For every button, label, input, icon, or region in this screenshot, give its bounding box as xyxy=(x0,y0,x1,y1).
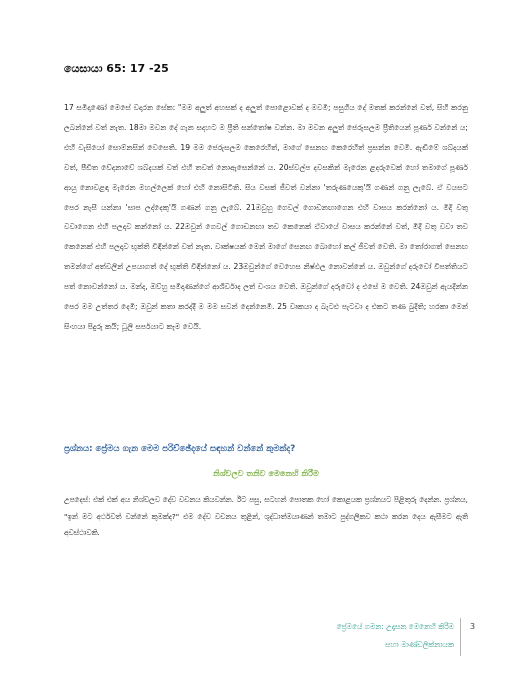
footer-title: ප්‍රේමයේ ගමන: උදෑසන මෙනෙහි කිරීම xyxy=(336,622,454,631)
scripture-reference: යෙසායා 65: 17 -25 xyxy=(64,62,169,75)
page-number: 3 xyxy=(470,622,476,631)
instructions-paragraph: උපදෙස්: එක් එක් අය නිශ්චලව දේව වචනය කියවන්න. ඊට පසු, සටහන් පොතක හෝ කොළයක ප්‍රශ්නයට පිළිතුරු දෙන්න. ප්‍රශ්නය, "ඉන් මට අර්ථවත් වන්නේ කුමක්ද?" එම දේව වචනය තුළින්, ශුද්ධාත්මයාණන් තමාට පුද්ගලිකව කථා කරන දෙය ඇසීමට ඇති අවස්ථාවකි. xyxy=(64,495,468,538)
scripture-passage: 17 සමිදාණෝ මෙසේ වදාරන සේක: "මම අලුත් අහසක් ද අලුත් පොළොවක් ද මවමි; පසුගිය දේ මතක් කරන්නේ වත්, සිහි කරනු ලබන්නේ වත් නැත. 18මා මවන දේ ගැන සදහට ම ප්‍රීති සන්තෝෂ වන්න. මා මවන අලුත් ජෙරුසලම ප්‍රීතියෙන් පූර්ණ වන්නේ ය; එහි වැසියෝ සොම්නසින් වෙසෙති. 19 මම ජෙරුසලම කෙරෙහිත්, මාගේ සෙනඟ කෙරෙහිත් ප්‍රසන්න වෙමි. ඇඬීමේ ශබ්දයක් වත්, පීඩිත වේදනාවේ ශබ්දයක් වත් එහි තවත් නොඇසෙන්නේ ය. 20ස්වල්ප දවසකින් මැරෙන ළදරුවෙක් හෝ තමාගේ පූර්ණ ආයු නොවළඳා මැරෙන මහල්ලෙක් හෝ එහි නොසිටිති. සිය වසක් ජීවත් වන්නා 'තරුණයෙකු'යි ගණන් ගනු ලැබේ. ඒ වයසට පෙර නැසී යන්නා 'සාප ලද්දෙකු'යි ගණන් ගනු ලැබේ. 21ඔවුහු ගෙවල් ගොඩනඟාගෙන එහි වාසය කරන්නෝ ය. මිදි වතු වවාගෙන එහි පලදාව කන්නෝ ය. 22ඔවුන් ගෙවල් ගොඩනඟා තව කෙනෙක් ඒවායේ වාසය කරන්නේ වත්, මිදි වතු වවා තව කෙනෙක් එහි පලදාව භුක්ති විඳින්නේ වත් නැත. වෘක්ෂයක් මෙන් මාගේ සෙනඟ බොහෝ කල් ජීවත් වෙති. මා තෝරාගත් සෙනඟ තමන්ගේ අත්වලින් උපයාගත් දේ භුක්ති විඳින්නෝ ය. 23ඔවුන්ගේ වෙහෙස නිෂ්ඵල නොවන්නේ ය. ඔවුන්ගේ දරුවෝ විපත්තියට පත් නොවන්නෝ ය. මන්ද, ඔව්හු සමිදාණන්ගේ ආශිර්වාද ලත් වංශය වෙති. ඔවුන්ගේ දරුවෝ ද එසේ ම වෙති. 24ඔවුන් ඇයදින්න පෙර මම උත්තර දෙමි; ඔවුන් කතා කරද්දී ම මම සවන් දෙන්නෙමි. 25 වෘකයා ද බැටළු පැටවා ද එකට තණ බුදිති; හරකා මෙන් සිංහයා පිදුරු කයි; ධූලි සර්පයාට කෑම වෙයි. xyxy=(64,103,468,331)
section-subheading: නිශ්චලව තනිව මෙනෙහි කිරීම xyxy=(213,468,319,478)
reflection-question: ප්‍රශ්නය: ප්‍රේමය ගැන මෙම පරිච්ඡේදයේ සඳහන් වන්නේ කුමක්ද? xyxy=(64,444,296,454)
footer-author: සහා මාණ්ඩලික්නායක xyxy=(385,640,454,649)
footer-divider xyxy=(460,618,461,656)
page-footer xyxy=(0,618,532,658)
